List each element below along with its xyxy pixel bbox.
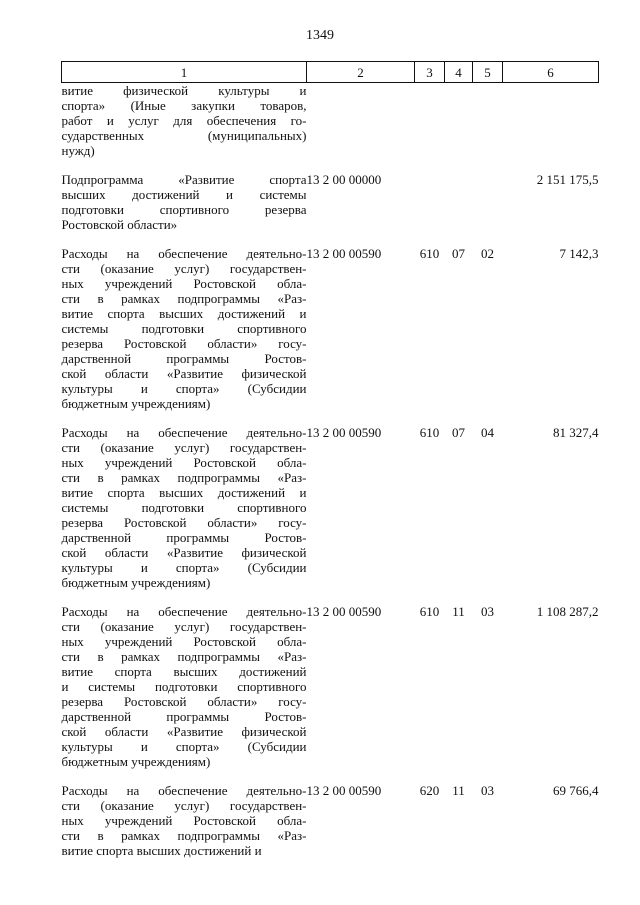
row-amount: 7 142,3: [559, 246, 599, 261]
row-target-code: 13 2 00 00590: [306, 604, 382, 619]
header-col-1: 1: [62, 62, 307, 83]
description-line: витие спорта высших достижений и: [61, 485, 307, 500]
row-subsection: [473, 172, 503, 246]
description-line: сти в рамках подпрограммы «Раз-: [61, 470, 307, 485]
description-line: ных учреждений Ростовской обла-: [61, 813, 307, 828]
description-line: и системы подготовки спортивного: [61, 679, 307, 694]
description-line: бюджетным учреждениям): [61, 754, 211, 769]
description-line: витие физической культуры и: [61, 83, 307, 98]
row-section: 07: [452, 246, 465, 261]
description-line: сти в рамках подпрограммы «Раз-: [61, 828, 307, 843]
row-target-code: 13 2 00 00000: [306, 172, 382, 187]
row-expense-type: 610: [419, 246, 440, 261]
table-row: [62, 246, 599, 425]
description-line: бюджетным учреждениям): [61, 575, 211, 590]
description-line: Расходы на обеспечение деятельно-: [61, 783, 307, 798]
row-amount: 69 766,4: [553, 783, 599, 798]
page-number: 1349: [306, 28, 334, 43]
description-line: нужд): [61, 143, 95, 158]
row-description: [62, 246, 307, 425]
row-amount: 2 151 175,5: [536, 172, 599, 187]
description-line: работ и услуг для обеспечения го-: [61, 113, 307, 128]
description-line: витие спорта высших достижений и: [61, 843, 262, 858]
row-expense-type: [415, 83, 445, 173]
description-line: сударственных (муниципальных): [61, 128, 307, 143]
row-expense-type: [415, 172, 445, 246]
table-row: [62, 604, 599, 783]
description-line: подготовки спортивного резерва: [61, 202, 307, 217]
description-line: витие спорта высших достижений: [61, 664, 307, 679]
row-section: 11: [452, 604, 465, 619]
description-line: резерва Ростовской области» госу-: [61, 694, 307, 709]
row-subsection: 03: [481, 604, 494, 619]
description-line: ных учреждений Ростовской обла-: [61, 455, 307, 470]
description-line: ской области «Развитие физической: [61, 545, 307, 560]
row-amount: 81 327,4: [553, 425, 599, 440]
row-expense-type: 610: [419, 604, 440, 619]
description-line: сти (оказание услуг) государствен-: [61, 619, 307, 634]
row-section: 07: [452, 425, 465, 440]
description-line: дарственной программы Ростов-: [61, 709, 307, 724]
description-line: Ростовской области»: [61, 217, 178, 232]
description-line: бюджетным учреждениям): [61, 396, 211, 411]
description-line: Расходы на обеспечение деятельно-: [61, 604, 307, 619]
table-row: [62, 783, 599, 858]
description-line: сти в рамках подпрограммы «Раз-: [61, 649, 307, 664]
row-expense-type: 610: [419, 425, 440, 440]
description-line: системы подготовки спортивного: [61, 321, 307, 336]
header-col-6: 6: [503, 62, 599, 83]
row-target-code: 13 2 00 00590: [306, 783, 382, 798]
description-line: ных учреждений Ростовской обла-: [61, 634, 307, 649]
row-target-code: 13 2 00 00590: [306, 425, 382, 440]
header-col-4: 4: [445, 62, 473, 83]
table-row: [62, 83, 599, 173]
row-amount: 1 108 287,2: [536, 604, 599, 619]
row-description: [62, 425, 307, 604]
table-header-row: [62, 62, 599, 83]
table-body: [62, 83, 599, 859]
row-subsection: 02: [481, 246, 494, 261]
row-subsection: [473, 83, 503, 173]
description-line: Расходы на обеспечение деятельно-: [61, 425, 307, 440]
table-row: [62, 172, 599, 246]
row-target-code: 13 2 00 00590: [306, 246, 382, 261]
row-section: [445, 83, 473, 173]
description-line: ской области «Развитие физической: [61, 366, 307, 381]
table-row: [62, 425, 599, 604]
description-line: Расходы на обеспечение деятельно-: [61, 246, 307, 261]
description-line: сти в рамках подпрограммы «Раз-: [61, 291, 307, 306]
description-line: ных учреждений Ростовской обла-: [61, 276, 307, 291]
row-description: [62, 604, 307, 783]
description-line: культуры и спорта» (Субсидии: [61, 560, 307, 575]
description-line: культуры и спорта» (Субсидии: [61, 381, 307, 396]
row-amount: [503, 83, 599, 173]
description-line: резерва Ростовской области» госу-: [61, 336, 307, 351]
description-line: дарственной программы Ростов-: [61, 351, 307, 366]
description-line: сти (оказание услуг) государствен-: [61, 798, 307, 813]
header-col-5: 5: [473, 62, 503, 83]
row-subsection: 04: [481, 425, 494, 440]
description-line: спорта» (Иные закупки товаров,: [61, 98, 307, 113]
description-line: дарственной программы Ростов-: [61, 530, 307, 545]
budget-table: [61, 61, 599, 858]
description-line: сти (оказание услуг) государствен-: [61, 440, 307, 455]
row-section: 11: [452, 783, 465, 798]
header-col-2: 2: [307, 62, 415, 83]
row-subsection: 03: [481, 783, 494, 798]
row-description: [62, 783, 307, 858]
description-line: культуры и спорта» (Субсидии: [61, 739, 307, 754]
row-description: [62, 83, 307, 173]
description-line: Подпрограмма «Развитие спорта: [61, 172, 307, 187]
description-line: ской области «Развитие физической: [61, 724, 307, 739]
header-col-3: 3: [415, 62, 445, 83]
description-line: высших достижений и системы: [61, 187, 307, 202]
row-expense-type: 620: [419, 783, 440, 798]
description-line: сти (оказание услуг) государствен-: [61, 261, 307, 276]
row-description: [62, 172, 307, 246]
description-line: системы подготовки спортивного: [61, 500, 307, 515]
row-target-code: [307, 83, 415, 173]
description-line: витие спорта высших достижений и: [61, 306, 307, 321]
row-section: [445, 172, 473, 246]
description-line: резерва Ростовской области» госу-: [61, 515, 307, 530]
